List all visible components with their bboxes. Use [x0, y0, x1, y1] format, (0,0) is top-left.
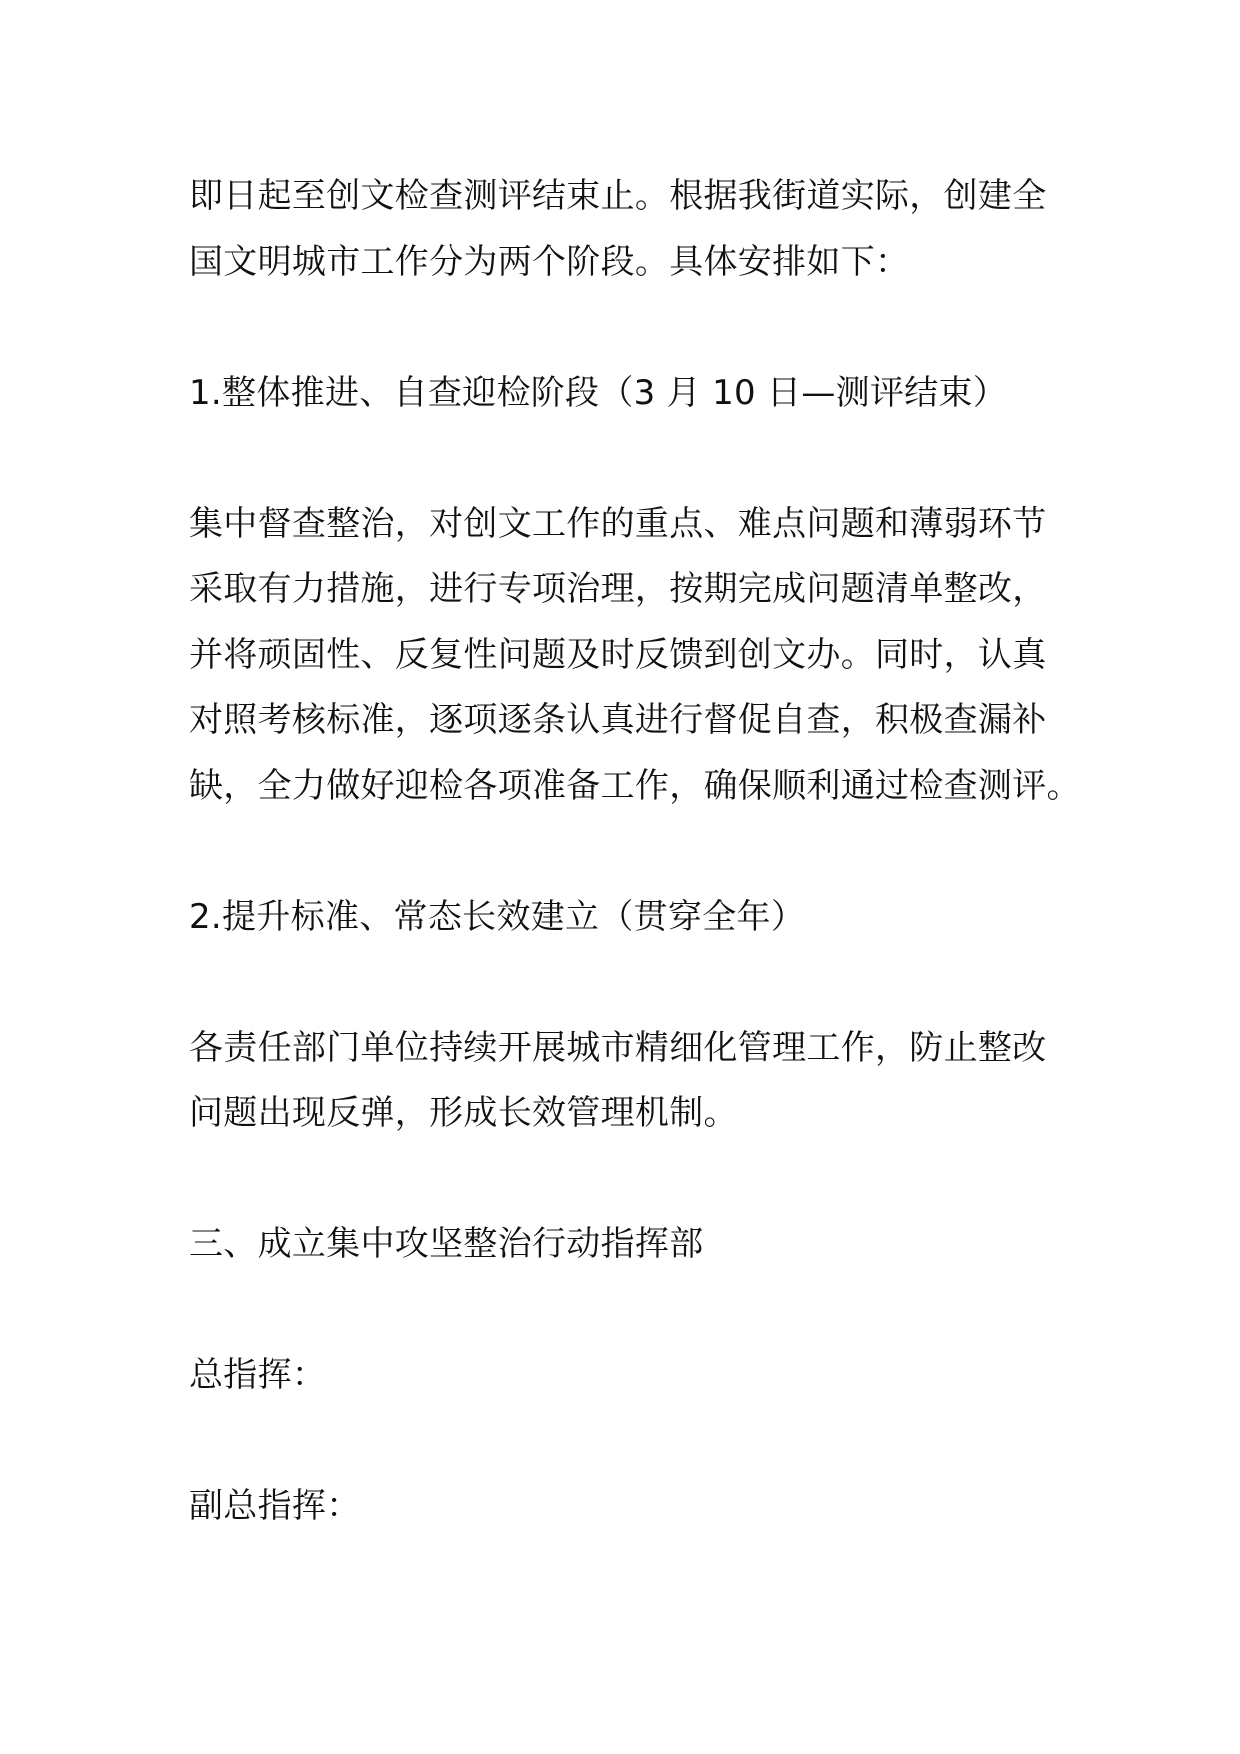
text-line: 2.提升标准、常态长效建立（贯穿全年）	[189, 896, 806, 937]
text-line: 即日起至创文检查测评结束止。根据我街道实际，创建全	[189, 176, 1047, 216]
text-line: 三、成立集中攻坚整治行动指挥部	[189, 1224, 704, 1264]
deputy-commander-label	[189, 1474, 1089, 1540]
commander-label	[189, 1343, 1089, 1409]
text-line: 副总指挥：	[189, 1486, 361, 1526]
intro-paragraph	[189, 164, 1089, 295]
phase-2-description	[189, 1016, 1089, 1147]
text-line: 总指挥：	[189, 1355, 327, 1395]
text-line: 集中督查整治，对创文工作的重点、难点问题和薄弱环节	[189, 503, 1047, 544]
text-line: 对照考核标准，逐项逐条认真进行督促自查，积极查漏补	[189, 700, 1047, 740]
text-line: 缺，全力做好迎检各项准备工作，确保顺利通过检查测评。	[189, 765, 1081, 806]
text-line: 问题出现反弹，形成长效管理机制。	[189, 1093, 738, 1133]
document-body	[189, 164, 1089, 1605]
phase-2-heading	[189, 885, 1089, 951]
phase-1-description	[189, 492, 1089, 820]
text-line: 1.整体推进、自查迎检阶段（3 月 10 日—测评结束）	[189, 372, 1008, 413]
text-line: 采取有力措施，进行专项治理，按期完成问题清单整改，	[189, 569, 1047, 609]
text-line: 并将顽固性、反复性问题及时反馈到创文办。同时，认真	[189, 634, 1047, 675]
text-line: 国文明城市工作分为两个阶段。具体安排如下：	[189, 241, 910, 282]
text-line: 各责任部门单位持续开展城市精细化管理工作，防止整改	[189, 1027, 1047, 1068]
section-3-heading	[189, 1212, 1089, 1278]
phase-1-heading	[189, 361, 1089, 427]
